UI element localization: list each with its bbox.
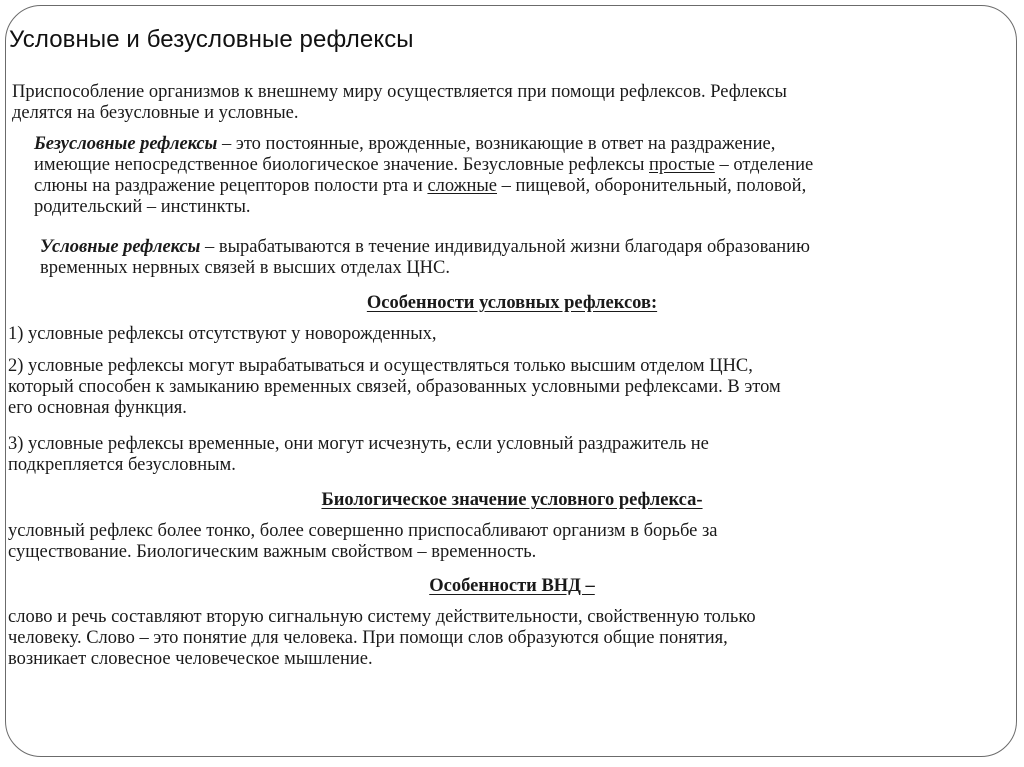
feature-2-line-3: его основная функция. — [8, 398, 187, 418]
simple-label: простые — [649, 155, 715, 175]
conditioned-paragraph — [40, 237, 810, 279]
intro-line-1: Приспособление организмов к внешнему миру осуществляется при помощи рефлексов. Рефлексы — [12, 82, 787, 102]
unconditioned-text: – отделение — [714, 155, 814, 175]
unconditioned-line-1 — [34, 134, 813, 155]
unconditioned-line-3 — [34, 176, 813, 197]
unconditioned-term: Безусловные рефлексы — [34, 134, 218, 154]
unconditioned-text: имеющие непосредственное биологическое значение. Безусловные рефлексы — [34, 155, 649, 175]
unconditioned-text: слюны на раздражение рецепторов полости рта и — [34, 176, 428, 196]
intro-line-2: делятся на безусловные и условные. — [12, 103, 299, 123]
conditioned-term: Условные рефлексы — [40, 237, 201, 257]
conditioned-definition: – вырабатываются в течение индивидуальной жизни благодаря образованию — [200, 237, 810, 257]
bio-heading: Биологическое значение условного рефлекса- — [321, 490, 703, 510]
vnd-line-2: человеку. Слово – это понятие для человека. При помощи слов образуются общие понятия, — [8, 628, 728, 648]
slide-title: Условные и безусловные рефлексы — [9, 26, 414, 53]
complex-label: сложные — [427, 176, 497, 196]
unconditioned-paragraph — [34, 134, 813, 218]
intro-paragraph — [12, 82, 787, 124]
feature-item-1 — [8, 324, 437, 345]
feature-2-line-1: 2) условные рефлексы могут вырабатываться и осуществляться только высшим отделом ЦНС, — [8, 356, 753, 376]
bio-line-2: существование. Биологическим важным свойством – временность. — [8, 542, 537, 562]
feature-1-line-1: 1) условные рефлексы отсутствуют у новорожденных, — [8, 324, 437, 344]
vnd-line-1: слово и речь составляют вторую сигнальную систему действительности, свойственную только — [8, 607, 756, 627]
unconditioned-line-2 — [34, 155, 814, 176]
vnd-heading: Особенности ВНД – — [429, 576, 595, 596]
vnd-paragraph — [8, 607, 756, 670]
unconditioned-definition: – это постоянные, врожденные, возникающие в ответ на раздражение, — [217, 134, 776, 154]
conditioned-line-2: временных нервных связей в высших отделах ЦНС. — [40, 258, 451, 278]
unconditioned-text: – пищевой, оборонительный, половой, — [497, 176, 807, 196]
conditioned-line-1 — [40, 237, 810, 258]
unconditioned-line-4: родительский – инстинкты. — [34, 197, 251, 217]
bio-line-1: условный рефлекс более тонко, более совершенно приспосабливают организм в борьбе за — [8, 521, 718, 541]
bio-paragraph — [8, 521, 717, 563]
features-heading: Особенности условных рефлексов: — [366, 293, 658, 313]
vnd-line-3: возникает словесное человеческое мышление. — [8, 649, 373, 669]
feature-3-line-1: 3) условные рефлексы временные, они могут исчезнуть, если условный раздражитель не — [8, 434, 709, 454]
feature-2-line-2: который способен к замыканию временных связей, образованных условными рефлексами. В этом — [8, 377, 781, 397]
feature-3-line-2: подкрепляется безусловным. — [8, 455, 236, 475]
feature-item-3 — [8, 434, 709, 476]
feature-item-2 — [8, 356, 781, 419]
